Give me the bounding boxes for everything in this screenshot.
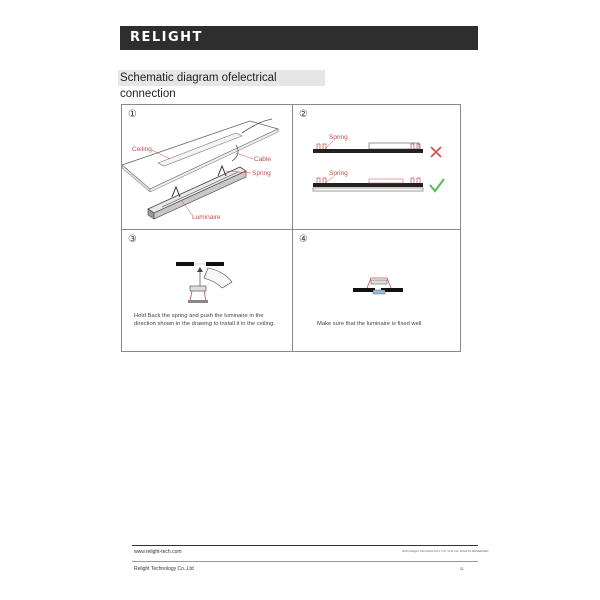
page-number: 11 [460, 567, 464, 571]
label-spring-wrong: Spring [329, 134, 348, 141]
header-bar [120, 26, 478, 50]
brand-logo: RELIGHT [130, 30, 203, 45]
cross-icon [431, 147, 441, 157]
panel-4-illustration [293, 230, 462, 353]
panel-1-number: ① [128, 109, 137, 120]
panel-3-number: ③ [128, 234, 137, 245]
panel-3-illustration [122, 230, 291, 353]
panel-3-caption: Hold Back the spring and push the luminaire in the direction shown in the drawing to install it in the ceiling. [134, 313, 275, 327]
label-spring: Spring [252, 170, 271, 177]
label-spring-correct: Spring [329, 170, 348, 177]
panel-2-illustration [293, 105, 462, 228]
check-icon [430, 179, 444, 191]
panel-4 [293, 230, 462, 353]
panel-1-illustration [122, 105, 291, 228]
diagram-grid [121, 104, 461, 352]
footer-company: Relight Technology Co.,Ltd [134, 566, 194, 572]
label-cable: Cable [254, 156, 271, 163]
label-ceiling: Ceiling [132, 146, 152, 153]
footer-fine-print: 2023 Relight TECHNOLOGY CO.,LTD ALL RIGHTS RESERVED [402, 549, 489, 553]
panel-4-caption: Make sure that the luminaire is fixed well [317, 321, 422, 327]
panel-4-number: ④ [299, 234, 308, 245]
panel-3 [122, 230, 291, 353]
panel-2 [293, 105, 462, 228]
section-title: Schematic diagram ofelectrical connection [118, 70, 325, 86]
label-luminaire: Luminaire [192, 214, 221, 221]
panel-1 [122, 105, 291, 228]
footer-website[interactable]: www.relight-tech.com [134, 549, 182, 555]
footer-divider-top [132, 545, 478, 546]
panel-2-number: ② [299, 109, 308, 120]
footer-divider-bottom [132, 561, 478, 562]
